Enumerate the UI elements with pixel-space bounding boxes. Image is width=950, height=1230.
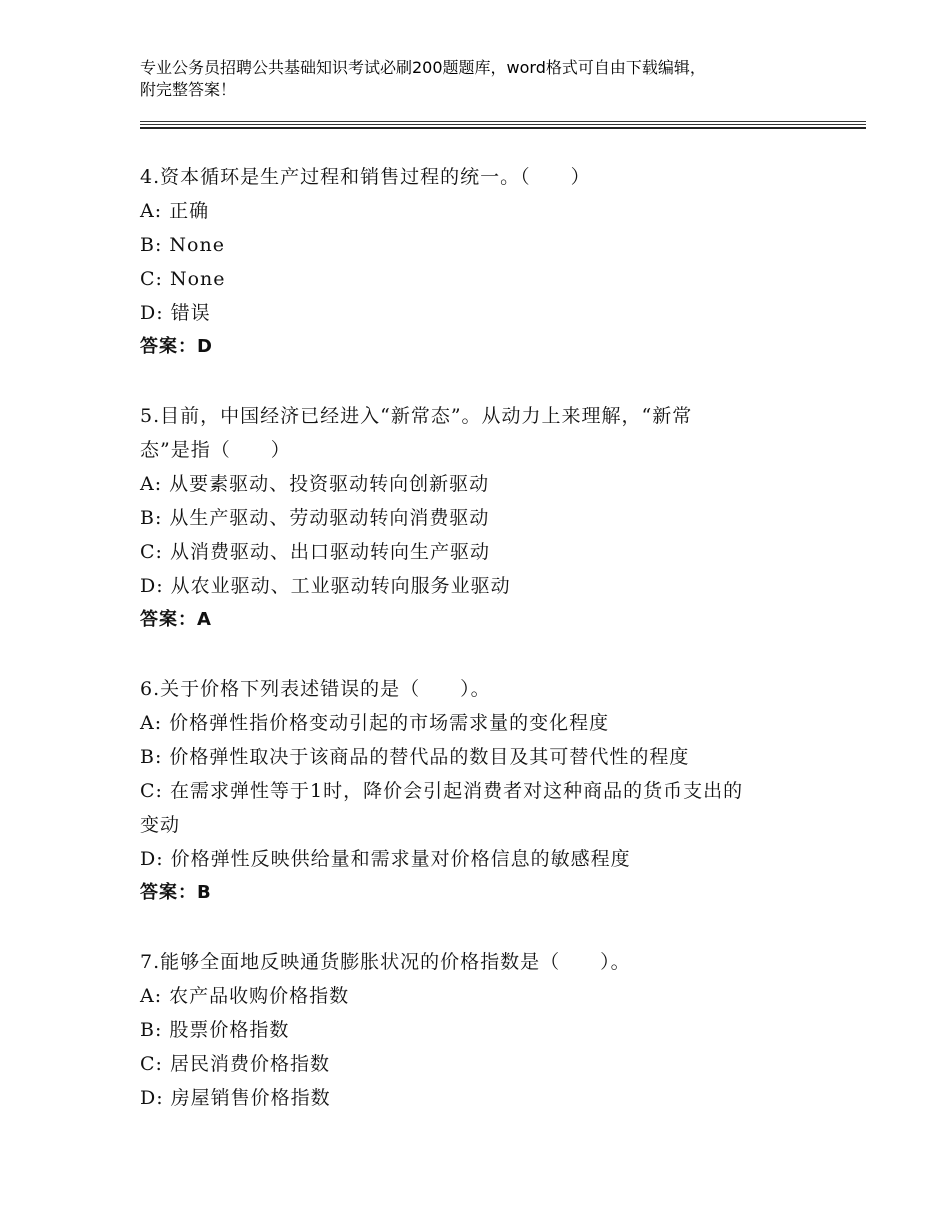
option-a: A: 正确 xyxy=(140,200,210,222)
option-d: D: 房屋销售价格指数 xyxy=(140,1087,331,1109)
answer-label: 答案：D xyxy=(140,336,213,357)
option-d: D: 价格弹性反映供给量和需求量对价格信息的敏感程度 xyxy=(140,848,631,870)
header-divider xyxy=(140,127,866,129)
question-6 xyxy=(140,672,840,910)
question-stem: 4.资本循环是生产过程和销售过程的统一。（ ） xyxy=(140,166,591,188)
option-b: B: 从生产驱动、劳动驱动转向消费驱动 xyxy=(140,507,490,529)
option-a: A: 农产品收购价格指数 xyxy=(140,985,350,1007)
question-stem: 7.能够全面地反映通货膨胀状况的价格指数是（ ）。 xyxy=(140,951,631,973)
header-divider xyxy=(140,124,866,125)
header-line-1: 专业公务员招聘公共基础知识考试必刷200题题库，word格式可自由下载编辑， xyxy=(140,58,706,77)
question-stem: 态”是指（ ） xyxy=(140,439,291,461)
option-c: C: None xyxy=(140,268,226,290)
option-d: D: 错误 xyxy=(140,302,211,324)
option-d: D: 从农业驱动、工业驱动转向服务业驱动 xyxy=(140,575,511,597)
header-divider xyxy=(140,121,866,122)
answer-label: 答案：B xyxy=(140,882,212,903)
option-c: C: 从消费驱动、出口驱动转向生产驱动 xyxy=(140,541,490,563)
option-b: B: 股票价格指数 xyxy=(140,1019,290,1041)
option-c: C: 居民消费价格指数 xyxy=(140,1053,330,1075)
document-header xyxy=(140,57,830,101)
question-5 xyxy=(140,399,840,637)
option-c-continued: 变动 xyxy=(140,814,181,836)
question-7 xyxy=(140,945,840,1115)
option-b: B: 价格弹性取决于该商品的替代品的数目及其可替代性的程度 xyxy=(140,746,690,768)
question-4 xyxy=(140,160,840,364)
option-c: C: 在需求弹性等于1时，降价会引起消费者对这种商品的货币支出的 xyxy=(140,780,744,802)
option-a: A: 从要素驱动、投资驱动转向创新驱动 xyxy=(140,473,490,495)
option-a: A: 价格弹性指价格变动引起的市场需求量的变化程度 xyxy=(140,712,610,734)
question-stem: 5.目前，中国经济已经进入“新常态”。从动力上来理解，“新常 xyxy=(140,405,693,427)
question-stem: 6.关于价格下列表述错误的是（ ）。 xyxy=(140,678,491,700)
answer-label: 答案：A xyxy=(140,609,212,630)
header-line-2: 附完整答案！ xyxy=(140,80,237,99)
option-b: B: None xyxy=(140,234,225,256)
